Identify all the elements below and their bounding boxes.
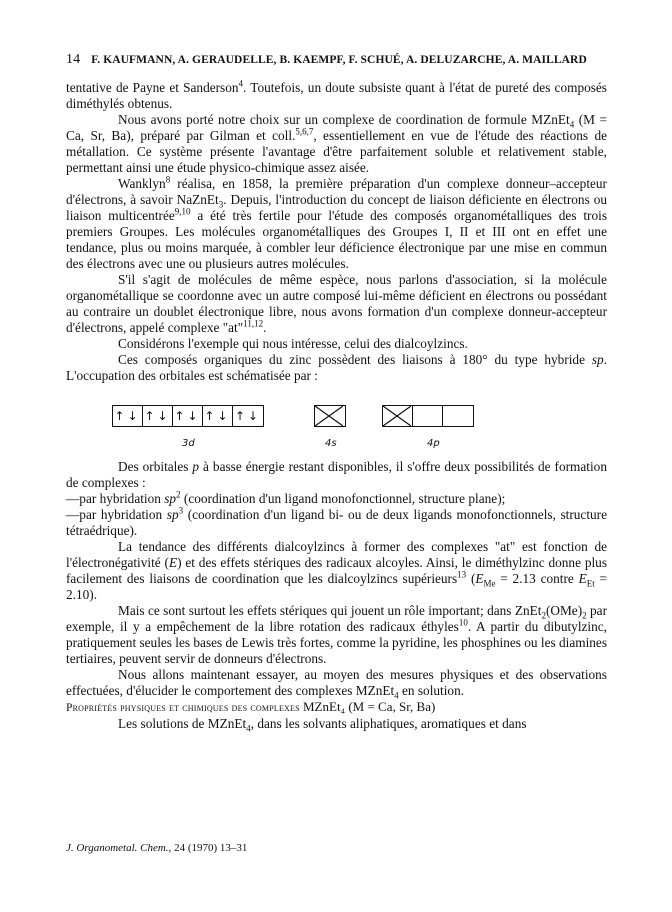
paragraph-5: Considérons l'exemple qui nous intéresse, celui des dialcoylzincs. [118, 336, 468, 351]
section-heading [66, 699, 607, 716]
paragraph-7: Des orbitales p à basse énergie restant disponibles, il s'offre deux possibilités de formation de complexes : [66, 459, 607, 490]
paragraph-3: Wanklyn$^8$ réalisa, en 1858, la première préparation d'un complexe donneur–accepteur d'électrons, à savoir NaZnEt$_3$. Depuis, l'introduction du concept de liaison déficiente en électrons ou liaison multicentrée$^{9,10}$ a été très fertile pour l'étude des composés organométalliques des trois premiers Groupes. Les molécules organométalliques des Groupes I, II et III ont en effet une tendance, plus ou moins marquée, à combler leur déficience électronique par une mise en commun des électrons avec une ou plusieurs autres molécules. [66, 174, 607, 271]
section-heading-text: Propriétés physiques et chimiques des complexes [66, 702, 300, 714]
orbital-label-4p: 4p [427, 438, 440, 449]
empty-orbital-cell [443, 406, 473, 426]
crossed-orbital-cell [383, 406, 413, 426]
orbital-3d-box [112, 405, 264, 427]
paragraph-9: —par hybridation $sp^3$ (coordination d'un ligand bi- ou de deux ligands monofonctionnels, structure tétraédrique). [66, 505, 607, 538]
electron-pair-cell: ↑↓ [173, 406, 203, 426]
journal-name: J. Organometal. Chem. [66, 842, 169, 854]
paragraph-10: La tendance des différents dialcoylzincs à former des complexes "at" est fonction de l'électronégativité (E) et des effets stériques des radicaux alcoyles. Ainsi, le diméthylzinc donne plus facilement des liaisons de coordination que les dialcoylzincs supérieurs$^{13}$ ($E_{Me} = 2.13$ contre $E_{Et} = 2.10$). [66, 539, 607, 602]
paragraph-13: Les solutions de MZnEt$_4$, dans les solvants aliphatiques, aromatiques et dans [118, 716, 527, 734]
crossed-orbital-cell [315, 406, 345, 426]
empty-orbital-cell [413, 406, 443, 426]
orbital-label-4s: 4s [325, 438, 337, 449]
section-heading-formula: MZnEt₄ (M = Ca, Sr, Ba) [303, 699, 436, 714]
paragraph-2: Nous avons porté notre choix sur un complexe de coordination de formule MZnEt$_4$ (M = Ca, Sr, Ba), préparé par Gilman et coll.$^{5,6,7}$, essentiellement en vue de l'étude des réactions de métallation. Ce système présente l'avantage d'être parfaitement soluble et relativement stable, permettant ainsi une étude physico-chimique assez aisée. [66, 112, 607, 175]
orbital-diagram [66, 397, 607, 453]
electron-pair-cell: ↑↓ [143, 406, 173, 426]
paragraph-12: Nous allons maintenant essayer, au moyen des mesures physiques et des observations effectuées, d'élucider le comportement des complexes MZnEt$_4$ en solution. [66, 667, 607, 701]
author-list: F. KAUFMANN, A. GERAUDELLE, B. KAEMPF, F. SCHUÉ, A. DELUZARCHE, A. MAILLARD [91, 54, 587, 66]
paragraph-1: tentative de Payne et Sanderson$^4$. Toutefois, un doute subsiste quant à l'état de pureté des composés diméthylés obtenus. [66, 78, 607, 111]
journal-footer [66, 842, 247, 854]
electron-pair-cell: ↑↓ [234, 409, 262, 423]
orbital-label-3d: 3d [182, 438, 195, 449]
paragraph-11: Mais ce sont surtout les effets stériques qui jouent un rôle important; dans $ZnEt_2(OMe)_2$ par exemple, il y a empêchement de la libre rotation des radicaux éthyles$^{10}$. A partir du dibutylzinc, pratiquement seules les bases de Lewis très fortes, comme la pyridine, les phosphines ou les diamines tertiaires, peuvent servir de donneurs d'électrons. [66, 603, 607, 666]
orbital-4p-box [382, 405, 474, 427]
paragraph-8: —par hybridation $sp^2$ (coordination d'un ligand monofonctionnel, structure plane); [66, 489, 506, 506]
electron-pair-cell: ↑↓ [203, 406, 233, 426]
electron-pair-cell: ↑↓ [113, 406, 143, 426]
journal-citation: , 24 (1970) 13–31 [168, 842, 248, 854]
paragraph-6: Ces composés organiques du zinc possèdent des liaisons à 180° du type hybride sp. L'occupation des orbitales est schématisée par : [66, 352, 607, 383]
page-number: 14 [66, 52, 81, 67]
running-header [66, 52, 606, 68]
orbital-4s-box [314, 405, 346, 427]
paragraph-4: S'il s'agit de molécules de même espèce, nous parlons d'association, si la molécule organométallique se coordonne avec un autre composé lui-même déficient en électrons ou possédant au contraire un doublet électronique libre, nous avons formation d'un complexe donneur-accepteur d'électrons, appelé complexe "at"$^{11,12}$. [66, 272, 607, 335]
article-body [66, 80, 607, 732]
